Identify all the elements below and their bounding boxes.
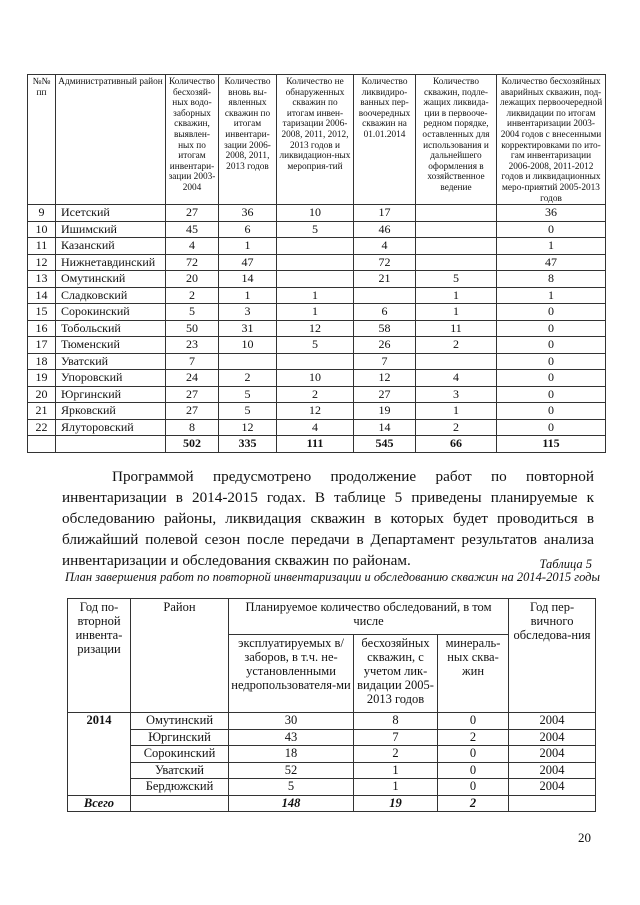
table-title: План завершения работ по повторной инвентаризации и обследованию скважин на 2014-2015 годы	[65, 570, 600, 584]
header-operated: эксплуатируемых в/заборов, в т.ч. не-установленными недропользователя-ми	[229, 635, 354, 713]
table-cell: 5	[277, 221, 354, 238]
total-cell: 2	[438, 795, 509, 812]
table-row	[28, 238, 606, 255]
table-cell: 2	[416, 419, 497, 436]
table-cell: 12	[277, 403, 354, 420]
table-cell: 4	[354, 238, 416, 255]
table-row	[68, 729, 596, 746]
table-cell: 1	[416, 304, 497, 321]
table-cell: 17	[28, 337, 56, 354]
header-mineral: минераль-ных сква-жин	[438, 635, 509, 713]
table-row	[28, 287, 606, 304]
table-cell: 17	[354, 205, 416, 222]
table-cell: 10	[277, 205, 354, 222]
table-cell: 27	[354, 386, 416, 403]
table-cell: 2	[416, 337, 497, 354]
header-planned: Планируемое количество обследований, в том числе	[229, 599, 509, 635]
header-first-year: Год пер-вичного обследова-ния	[509, 599, 596, 713]
table-cell: 6	[354, 304, 416, 321]
table-row	[68, 762, 596, 779]
total-cell: 148	[229, 795, 354, 812]
table-cell: 0	[438, 762, 509, 779]
table-cell	[277, 238, 354, 255]
district-name: Тобольский	[56, 320, 166, 337]
table-cell: 0	[438, 746, 509, 763]
district-name: Упоровский	[56, 370, 166, 387]
table-cell: 0	[497, 403, 606, 420]
body-paragraph: Программой предусмотрено продолжение работ по повторной инвентаризации в 2014-2015 годах. В таблице 5 приведены планируемые к обследованию районы, ликвидация скважин в которых будет проводиться в ближайший полевой сезон после передачи в Департамент результатов анализа инвентаризации и обследования скважин по районам.	[62, 468, 594, 569]
table-cell: 30	[229, 713, 354, 730]
table-cell: 31	[219, 320, 277, 337]
table-cell: 13	[28, 271, 56, 288]
table-cell: 21	[354, 271, 416, 288]
table-cell: 72	[166, 254, 219, 271]
district-name: Ярковский	[56, 403, 166, 420]
district-name: Тюменский	[56, 337, 166, 354]
table-row	[28, 386, 606, 403]
table-cell: 4	[166, 238, 219, 255]
table-cell	[416, 254, 497, 271]
table-cell: 4	[277, 419, 354, 436]
table-cell: 2	[166, 287, 219, 304]
header-district: Район	[131, 599, 229, 713]
table-cell: 10	[28, 221, 56, 238]
table-cell: 11	[416, 320, 497, 337]
table-cell: 14	[219, 271, 277, 288]
column-header: Количество бесхозяй-ных водо-заборных скважин, выявлен-ных по итогам инвентари-зации 2003-2004	[166, 75, 219, 205]
table-cell: 23	[166, 337, 219, 354]
table-cell	[277, 254, 354, 271]
table-cell: 19	[28, 370, 56, 387]
table-cell: 1	[277, 287, 354, 304]
table-cell: 0	[497, 337, 606, 354]
table-cell: 12	[28, 254, 56, 271]
header-year: Год по-вторной инвента-ризации	[68, 599, 131, 713]
table-cell: 1	[416, 287, 497, 304]
table-header-row	[68, 599, 596, 635]
table-cell: 45	[166, 221, 219, 238]
total-cell: Всего	[68, 795, 131, 812]
table-cell: 58	[354, 320, 416, 337]
table-cell: 2004	[509, 713, 596, 730]
table-row	[28, 403, 606, 420]
table-cell: 16	[28, 320, 56, 337]
table-row	[28, 419, 606, 436]
table-cell: 27	[166, 205, 219, 222]
page-number: 20	[578, 830, 591, 845]
total-row	[68, 795, 596, 812]
column-header: Количество не обнаруженных скважин по итогам инвен-таризации 2006-2008, 2011, 2012, 2013 годов и ликвидацион-ных мероприя-тий	[277, 75, 354, 205]
table-cell	[416, 205, 497, 222]
district-name: Омутинский	[131, 713, 229, 730]
year-cell: 2014	[68, 713, 131, 796]
table-cell: 5	[219, 386, 277, 403]
table-cell: 2004	[509, 746, 596, 763]
district-name: Казанский	[56, 238, 166, 255]
table-cell: 2	[277, 386, 354, 403]
total-cell: 111	[277, 436, 354, 453]
table-row	[28, 221, 606, 238]
district-name: Исетский	[56, 205, 166, 222]
table-cell: 0	[438, 779, 509, 796]
table-cell: 2	[354, 746, 438, 763]
table-cell: 2	[438, 729, 509, 746]
table-cell: 47	[219, 254, 277, 271]
table-cell: 18	[229, 746, 354, 763]
table-cell: 20	[28, 386, 56, 403]
table-cell: 0	[497, 353, 606, 370]
table-cell: 12	[219, 419, 277, 436]
table-cell: 0	[497, 419, 606, 436]
table-cell: 7	[166, 353, 219, 370]
total-cell: 545	[354, 436, 416, 453]
table-row	[28, 254, 606, 271]
table-row	[28, 320, 606, 337]
table-cell: 0	[497, 304, 606, 321]
table-cell: 27	[166, 403, 219, 420]
table-cell	[277, 353, 354, 370]
total-cell: 19	[354, 795, 438, 812]
district-name: Сорокинский	[131, 746, 229, 763]
table-cell: 24	[166, 370, 219, 387]
table-cell: 15	[28, 304, 56, 321]
district-name: Юргинский	[131, 729, 229, 746]
table-cell: 2004	[509, 762, 596, 779]
table-cell: 1	[497, 238, 606, 255]
table-cell: 27	[166, 386, 219, 403]
table-cell: 50	[166, 320, 219, 337]
table-cell: 18	[28, 353, 56, 370]
table-cell: 7	[354, 353, 416, 370]
table-cell: 8	[497, 271, 606, 288]
table-cell: 5	[219, 403, 277, 420]
table-cell: 36	[497, 205, 606, 222]
table-cell: 72	[354, 254, 416, 271]
table-cell: 10	[277, 370, 354, 387]
table-cell: 22	[28, 419, 56, 436]
total-cell: 335	[219, 436, 277, 453]
table-cell: 3	[416, 386, 497, 403]
table-cell: 2004	[509, 729, 596, 746]
table-cell: 1	[416, 403, 497, 420]
table-cell: 9	[28, 205, 56, 222]
table-cell: 7	[354, 729, 438, 746]
table-cell: 1	[354, 762, 438, 779]
table-cell: 36	[219, 205, 277, 222]
districts-wells-table	[27, 74, 606, 453]
table-cell	[277, 271, 354, 288]
table-cell: 14	[28, 287, 56, 304]
district-name: Сорокинский	[56, 304, 166, 321]
district-name: Омутинский	[56, 271, 166, 288]
table-cell	[219, 353, 277, 370]
district-name: Ишимский	[56, 221, 166, 238]
table-cell: 0	[497, 386, 606, 403]
district-name: Ялуторовский	[56, 419, 166, 436]
table-cell: 8	[354, 713, 438, 730]
table-cell: 1	[277, 304, 354, 321]
table-caption: Таблица 5	[539, 557, 592, 571]
column-header: Административный район	[56, 75, 166, 205]
total-cell	[56, 436, 166, 453]
table-row	[28, 337, 606, 354]
column-header: Количество вновь вы-явленных скважин по итогам инвентари-зации 2006-2008, 2011, 2013 годов	[219, 75, 277, 205]
table-cell: 6	[219, 221, 277, 238]
table-row	[28, 304, 606, 321]
table-cell: 26	[354, 337, 416, 354]
total-row	[28, 436, 606, 453]
table-cell: 0	[497, 221, 606, 238]
table-cell	[354, 287, 416, 304]
district-name: Уватский	[131, 762, 229, 779]
table-cell: 5	[229, 779, 354, 796]
table-cell: 1	[219, 287, 277, 304]
table-cell: 12	[277, 320, 354, 337]
table-cell: 20	[166, 271, 219, 288]
table-cell: 1	[354, 779, 438, 796]
table-cell: 14	[354, 419, 416, 436]
table-cell	[416, 238, 497, 255]
column-header: Количество ликвидиро-ванных пер-воочередных скважин на 01.01.2014	[354, 75, 416, 205]
table-cell: 2	[219, 370, 277, 387]
table-cell: 46	[354, 221, 416, 238]
table-row	[28, 370, 606, 387]
table-row	[68, 746, 596, 763]
total-cell	[28, 436, 56, 453]
table-row	[28, 205, 606, 222]
table-cell: 4	[416, 370, 497, 387]
total-cell: 115	[497, 436, 606, 453]
table-row	[28, 353, 606, 370]
table-cell: 21	[28, 403, 56, 420]
table-cell: 11	[28, 238, 56, 255]
district-name: Бердюжский	[131, 779, 229, 796]
district-name: Юргинский	[56, 386, 166, 403]
table-cell: 12	[354, 370, 416, 387]
district-name: Уватский	[56, 353, 166, 370]
column-header: Количество скважин, подле-жащих ликвида-ции в первооче-редном порядке, оставленных для использования и дальнейшего оформления в хозяйственное ведение	[416, 75, 497, 205]
total-cell	[509, 795, 596, 812]
table-header-row	[28, 75, 606, 205]
table-cell: 3	[219, 304, 277, 321]
table-cell: 52	[229, 762, 354, 779]
table-cell	[416, 353, 497, 370]
table-cell: 1	[497, 287, 606, 304]
district-name: Нижнетавдинский	[56, 254, 166, 271]
table-row	[68, 779, 596, 796]
table-cell: 43	[229, 729, 354, 746]
table-cell: 8	[166, 419, 219, 436]
district-name: Сладковский	[56, 287, 166, 304]
table-cell: 10	[219, 337, 277, 354]
table-cell: 0	[497, 370, 606, 387]
table-row	[68, 713, 596, 730]
column-header: Количество бесхозяйных аварийных скважин, под-лежащих первоочередной ликвидации по итогам инвентаризации 2003-2004 годов с внесенными корректировками по ито-гам инвентаризации 2006-2008, 2011-2012 годов и ликвидационных меро-приятий 2005-2013 годов	[497, 75, 606, 205]
table-cell: 0	[438, 713, 509, 730]
table-cell: 19	[354, 403, 416, 420]
column-header: №№ пп	[28, 75, 56, 205]
table-cell: 0	[497, 320, 606, 337]
total-cell: 66	[416, 436, 497, 453]
table-cell: 5	[166, 304, 219, 321]
inventory-plan-table	[67, 598, 596, 812]
total-cell: 502	[166, 436, 219, 453]
table-row	[28, 271, 606, 288]
total-cell	[131, 795, 229, 812]
table-cell: 5	[277, 337, 354, 354]
table-cell: 5	[416, 271, 497, 288]
table-cell: 1	[219, 238, 277, 255]
table-cell: 47	[497, 254, 606, 271]
table-cell: 2004	[509, 779, 596, 796]
table-cell	[416, 221, 497, 238]
header-ownerless: бесхозяйных скважин, с учетом лик-видации 2005-2013 годов	[354, 635, 438, 713]
